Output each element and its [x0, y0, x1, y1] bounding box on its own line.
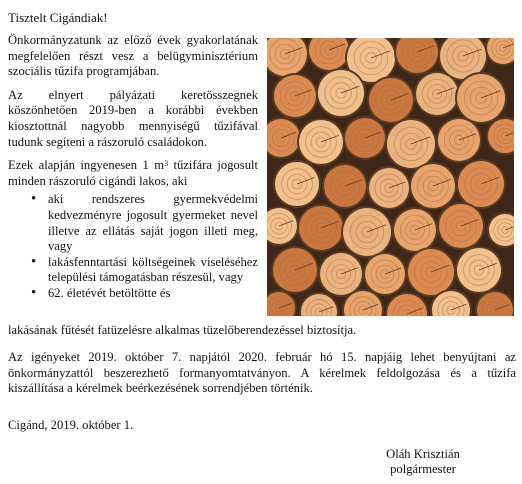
log-end — [271, 246, 319, 294]
criteria-item-housing-support: • lakásfenntartási költségeinek viseléséhez települési támogatásban részesül, vagy — [8, 255, 258, 286]
notice-left-column — [8, 33, 258, 302]
log-end — [363, 252, 407, 296]
log-end — [267, 290, 297, 316]
log-end — [367, 166, 411, 210]
firewood-image — [267, 38, 514, 316]
log-end — [322, 163, 368, 209]
log-end — [343, 116, 387, 160]
log-end — [273, 160, 321, 208]
log-end — [299, 292, 339, 316]
log-end — [485, 38, 514, 66]
log-end — [394, 38, 440, 75]
paragraph-eligibility — [8, 158, 258, 189]
log-end — [455, 72, 507, 124]
cubic-superscript: 3 — [164, 159, 169, 169]
log-end — [409, 162, 457, 210]
log-end — [487, 212, 514, 248]
log-end — [297, 204, 345, 252]
criteria-list — [8, 192, 258, 301]
criteria-item-age: • 62. életévét betöltötte és — [8, 286, 258, 302]
log-end — [272, 73, 318, 119]
eligibility-text-end: tűzifára jogosult minden rászoruló cigándi lakos, aki — [8, 158, 258, 188]
log-end — [341, 206, 393, 258]
criteria-continuation: lakásának fűtését fatüzelésre alkalmas tüzelőberendezéssel biztosítja. — [8, 323, 357, 337]
log-end — [367, 76, 415, 124]
signature-name: Oláh Krisztián — [386, 447, 460, 461]
log-end — [385, 118, 437, 170]
log-end — [436, 117, 482, 163]
log-end — [486, 117, 514, 155]
log-end — [316, 68, 366, 118]
log-end — [455, 246, 503, 294]
signature-block — [368, 447, 478, 477]
log-end — [297, 118, 345, 166]
log-end — [437, 202, 485, 250]
log-end — [392, 207, 438, 253]
log-end — [267, 206, 299, 246]
log-end — [456, 159, 506, 209]
log-end — [385, 292, 429, 316]
paragraph-funding: Az elnyert pályázati keretösszegnek köszönhetően 2019-ben a korábbi években kiosztottnál nagyobb mennyiségű tűzifával tudunk segíteni a rászoruló családokon. — [8, 87, 258, 149]
log-end — [267, 38, 309, 78]
criteria-item-child-protection: • aki rendszeres gyermekvédelmi kedvezményre jogosult gyermeket nevel illetve az ellátás saját jogon illeti meg, vagy — [8, 192, 258, 254]
paragraph-program: Önkormányzatunk az előző évek gyakorlatának megfelelően részt vesz a belügyminisztérium szociális tűzifa programjában. — [8, 33, 258, 79]
log-end — [307, 38, 351, 72]
signature-title: polgármester — [390, 462, 456, 476]
application-info: Az igényeket 2019. október 7. napjától 2020. február hó 15. napjáig lehet benyújtani az önkormányzattól beszerezhető formanyomtatványon. A kérelmek feldolgozása és a tűzifa kiszállítása a kérelmek beérkezésének sorrendjében történik. — [8, 350, 516, 396]
log-end — [414, 71, 460, 117]
greeting: Tisztelt Cigándiak! — [8, 10, 108, 25]
log-end — [267, 117, 302, 159]
firewood-logs-illustration — [267, 38, 514, 316]
place-date: Cigánd, 2019. október 1. — [8, 418, 134, 432]
eligibility-text-start: Ezek alapján ingyenesen 1 m — [8, 158, 165, 173]
